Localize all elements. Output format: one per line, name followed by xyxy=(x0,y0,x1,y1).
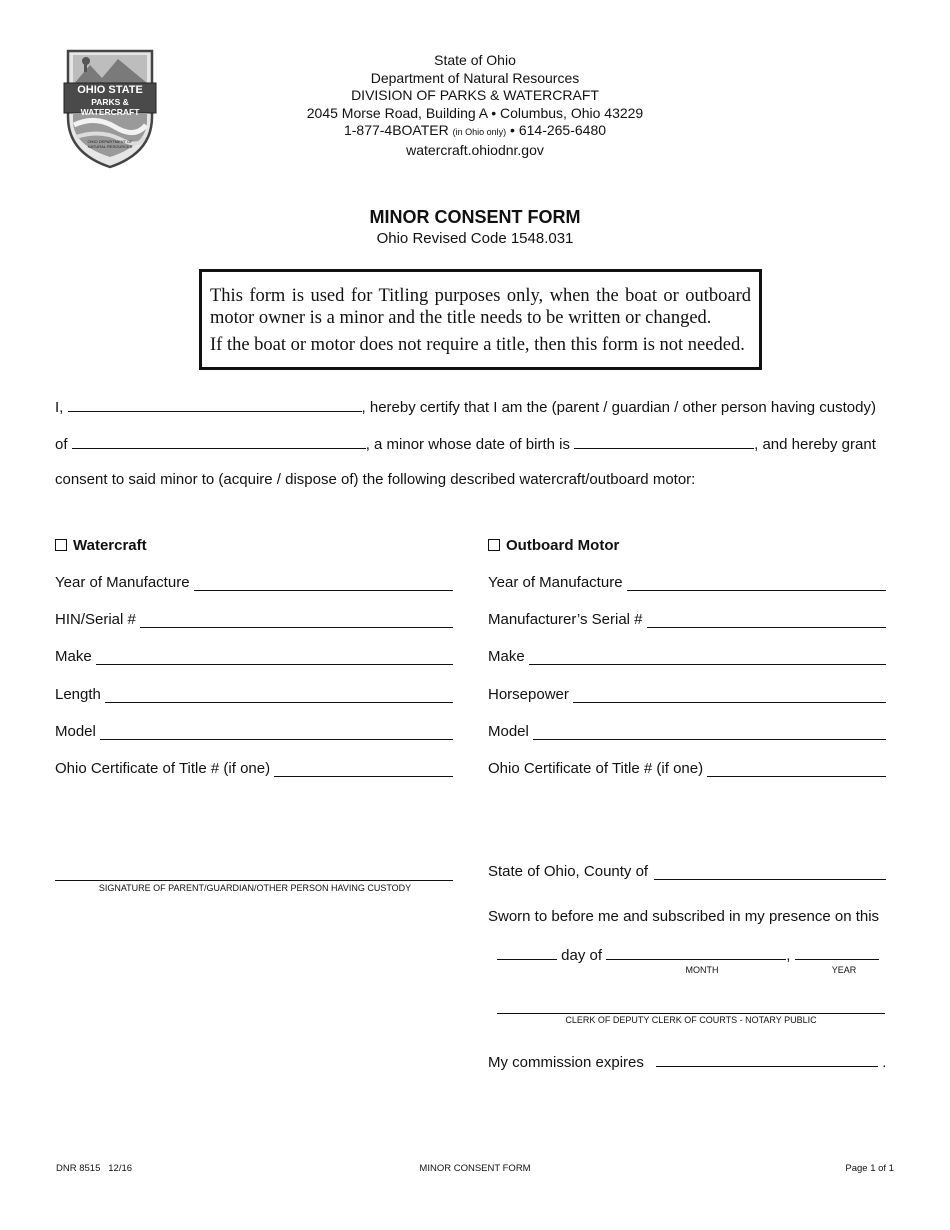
consent-line-2 xyxy=(55,434,876,454)
field-blank[interactable] xyxy=(96,649,453,665)
watercraft-model-field[interactable] xyxy=(55,723,453,740)
field-label: Make xyxy=(55,648,92,665)
consent-certify-text: , hereby certify that I am the (parent / guardian / other person having custody) xyxy=(361,399,876,416)
field-label: Horsepower xyxy=(488,686,569,703)
motor-serial-field[interactable] xyxy=(488,611,886,628)
field-blank[interactable] xyxy=(533,724,886,740)
field-blank[interactable] xyxy=(194,575,453,591)
clerk-caption: CLERK OF DEPUTY CLERK OF COURTS - NOTARY PUBLIC xyxy=(565,1015,817,1025)
month-caption: MONTH xyxy=(685,965,719,975)
field-blank[interactable] xyxy=(105,687,453,703)
field-blank[interactable] xyxy=(573,687,886,703)
consent-line-1 xyxy=(55,397,876,417)
footer-form-code: DNR 8515 12/16 xyxy=(56,1163,133,1174)
year-field[interactable] xyxy=(795,945,879,960)
sworn-date-line xyxy=(497,945,879,965)
header-division: DIVISION OF PARKS & WATERCRAFT xyxy=(351,87,599,103)
header-address: 2045 Morse Road, Building A • Columbus, Ohio 43229 xyxy=(306,104,644,121)
field-label: Make xyxy=(488,648,525,665)
minor-name-field[interactable] xyxy=(72,434,366,449)
field-label: Year of Manufacture xyxy=(488,574,623,591)
field-label: Model xyxy=(55,723,96,740)
field-blank[interactable] xyxy=(529,649,886,665)
day-field[interactable] xyxy=(497,945,557,960)
agency-header xyxy=(250,52,700,159)
field-blank[interactable] xyxy=(647,612,886,628)
notice-line-2: If the boat or motor does not require a title, then this form is not needed. xyxy=(210,335,745,355)
motor-make-field[interactable] xyxy=(488,648,886,665)
logo-middle-text: PARKS & WATERCRAFT xyxy=(80,97,140,117)
watercraft-hin-field[interactable] xyxy=(55,611,453,628)
motor-year-field[interactable] xyxy=(488,574,886,591)
commission-line xyxy=(488,1052,886,1072)
motor-label: Outboard Motor xyxy=(506,537,620,554)
field-label: HIN/Serial # xyxy=(55,611,136,628)
signature-caption: SIGNATURE OF PARENT/GUARDIAN/OTHER PERSON HAVING CUSTODY xyxy=(98,883,412,893)
field-label: Ohio Certificate of Title # (if one) xyxy=(55,760,271,777)
watercraft-title-field[interactable] xyxy=(55,760,453,777)
consent-i: I, xyxy=(55,399,64,416)
ohio-parks-logo xyxy=(60,45,160,170)
logo-bottom-text: OHIO DEPARTMENT OF NATURAL RESOURCES xyxy=(87,139,133,149)
logo-top-text: OHIO STATE xyxy=(77,84,143,96)
motor-horsepower-field[interactable] xyxy=(488,686,886,703)
field-blank[interactable] xyxy=(100,724,453,740)
phone-alt: • 614-265-6480 xyxy=(510,122,607,138)
watercraft-year-field[interactable] xyxy=(55,574,453,591)
phone-main: 1-877-4BOATER xyxy=(343,122,449,138)
notice-line-1: This form is used for Titling purposes only, when the boat or outboard motor owner is a minor and the title needs to be written or changed. xyxy=(210,286,751,328)
commission-period: . xyxy=(882,1054,887,1071)
consent-of: of xyxy=(55,436,68,453)
phone-note: (in Ohio only) xyxy=(452,127,507,137)
consent-line-3: consent to said minor to (acquire / dispose of) the following described watercraft/outboard motor: xyxy=(55,471,696,488)
field-blank[interactable] xyxy=(140,612,453,628)
field-label: Length xyxy=(55,686,101,703)
commission-label: My commission expires xyxy=(488,1054,644,1071)
field-label: Manufacturer’s Serial # xyxy=(488,611,643,628)
field-blank[interactable] xyxy=(274,761,453,777)
motor-checkbox[interactable] xyxy=(488,539,500,551)
watercraft-checkbox[interactable] xyxy=(55,539,67,551)
commission-field[interactable] xyxy=(656,1052,878,1067)
form-code: Ohio Revised Code 1548.031 xyxy=(376,230,574,247)
month-field[interactable] xyxy=(606,945,786,960)
signature-line[interactable] xyxy=(55,880,453,881)
footer-page: Page 1 of 1 xyxy=(845,1163,894,1174)
field-label: Model xyxy=(488,723,529,740)
watercraft-label: Watercraft xyxy=(73,537,147,554)
field-label: Ohio Certificate of Title # (if one) xyxy=(488,760,704,777)
field-blank[interactable] xyxy=(627,575,886,591)
consent-minor-text: , a minor whose date of birth is xyxy=(365,436,570,453)
field-blank[interactable] xyxy=(707,761,886,777)
consent-grant-text: , and hereby grant xyxy=(754,436,876,453)
footer-title: MINOR CONSENT FORM xyxy=(419,1163,531,1174)
watercraft-heading[interactable] xyxy=(55,537,453,554)
minor-dob-field[interactable] xyxy=(574,434,754,449)
guardian-name-field[interactable] xyxy=(68,397,362,412)
notice-box xyxy=(199,269,762,370)
field-label: Year of Manufacture xyxy=(55,574,190,591)
watercraft-length-field[interactable] xyxy=(55,686,453,703)
motor-model-field[interactable] xyxy=(488,723,886,740)
watercraft-make-field[interactable] xyxy=(55,648,453,665)
year-caption: YEAR xyxy=(831,965,857,975)
motor-title-field[interactable] xyxy=(488,760,886,777)
county-label: State of Ohio, County of xyxy=(488,863,649,880)
form-title: MINOR CONSENT FORM xyxy=(369,207,581,227)
county-blank[interactable] xyxy=(654,864,886,880)
clerk-signature-line[interactable] xyxy=(497,1013,885,1014)
motor-heading[interactable] xyxy=(488,537,886,554)
header-department: Department of Natural Resources xyxy=(370,69,580,86)
sworn-text: Sworn to before me and subscribed in my presence on this xyxy=(488,908,880,925)
header-website: watercraft.ohiodnr.gov xyxy=(406,141,544,158)
comma-text: , xyxy=(786,947,791,964)
county-field[interactable] xyxy=(488,863,886,880)
header-state: State of Ohio xyxy=(434,52,516,68)
header-phone xyxy=(250,122,700,142)
day-of-text: day of xyxy=(561,947,603,964)
